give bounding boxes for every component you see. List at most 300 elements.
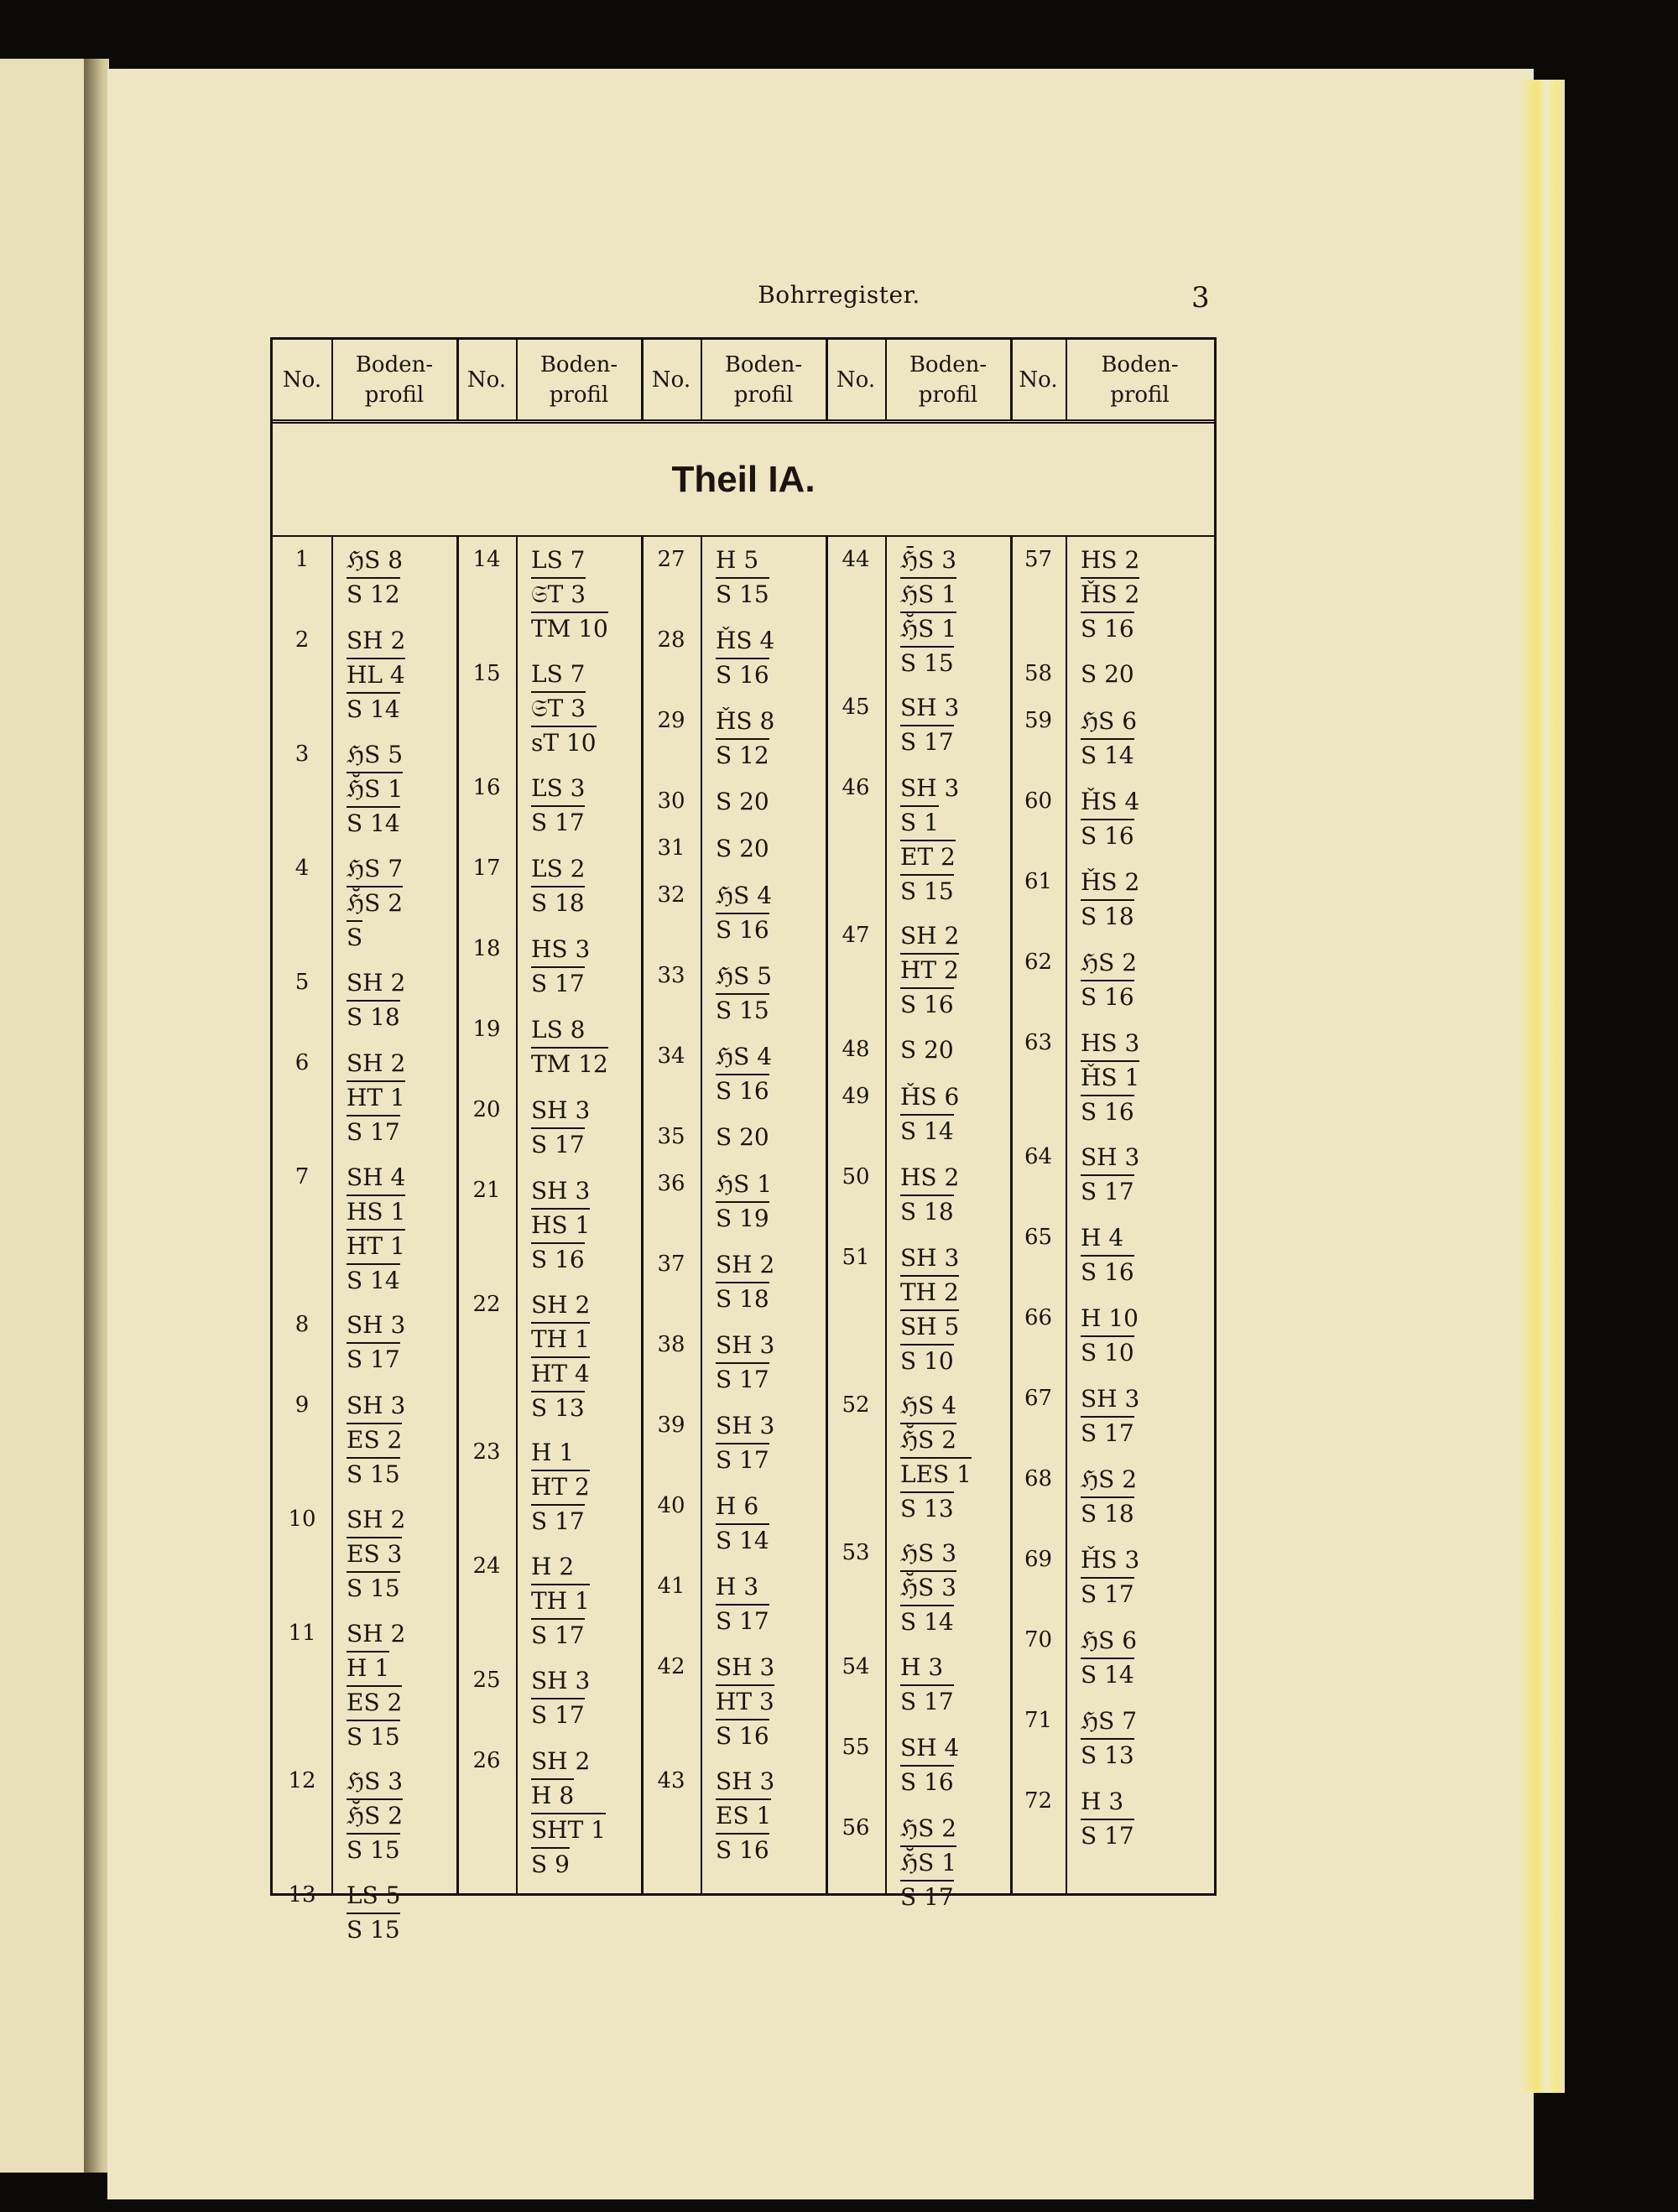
- soil-profile: [347, 738, 447, 841]
- profile-line: SH 2: [347, 1049, 406, 1077]
- soil-profile: [716, 1329, 816, 1397]
- soil-profile: [900, 1161, 1001, 1229]
- profile-line: S 17: [1081, 1174, 1134, 1208]
- profile-line: ȞS 2: [1081, 868, 1140, 896]
- entry-number: 19: [472, 1017, 501, 1042]
- entry-number: 71: [1024, 1708, 1053, 1733]
- entry-number: 9: [294, 1392, 310, 1418]
- profile-line: ȞS 1: [1081, 1060, 1139, 1094]
- profile-line: S 18: [347, 1000, 400, 1033]
- profile-line: ȞS 3: [1081, 1546, 1140, 1574]
- profile-line: ℌS 5: [347, 741, 404, 768]
- entry-number: 20: [472, 1097, 501, 1122]
- profile-line: S 10: [900, 1344, 954, 1377]
- profile-line: H 8: [531, 1778, 574, 1812]
- entry-number: 32: [657, 882, 685, 908]
- entry-number: 68: [1024, 1466, 1053, 1491]
- profile-line: S 16: [900, 1765, 954, 1798]
- soil-profile: [900, 544, 1001, 680]
- profile-line: TM 10: [531, 612, 608, 645]
- profile-line: ℌS 8: [347, 546, 404, 574]
- profile-line: S 17: [347, 1115, 400, 1148]
- group-divider: [641, 537, 644, 1894]
- profile-line: ℌS 1: [716, 1170, 773, 1198]
- profile-line: LS 7: [531, 660, 586, 688]
- soil-profile: [1081, 1302, 1204, 1370]
- profile-line: SH 4: [900, 1734, 960, 1762]
- profile-line: HT 4: [531, 1356, 590, 1390]
- profile-line: ȞS 8: [716, 707, 775, 735]
- entry-number: 35: [657, 1124, 685, 1149]
- profile-line: SH 2: [900, 922, 960, 950]
- header-group-divider: [456, 340, 459, 419]
- profile-line: S 13: [900, 1491, 954, 1525]
- profile-line: sT 10: [531, 726, 597, 759]
- entry-number: 37: [657, 1252, 685, 1277]
- soil-profile: [347, 852, 447, 955]
- entry-number: 50: [842, 1164, 870, 1189]
- profile-line: H 10: [1081, 1304, 1139, 1332]
- soil-profile: [531, 1436, 632, 1538]
- profile-line: H 3: [900, 1653, 944, 1681]
- profile-line: 𝔖T 3: [531, 577, 586, 611]
- profile-line: ℌS 3: [900, 1539, 957, 1567]
- entry-number: 51: [842, 1245, 870, 1270]
- profile-line: LS 5: [347, 1882, 401, 1909]
- profile-line: S 17: [531, 1504, 585, 1538]
- profile-line: LES 1: [900, 1457, 972, 1491]
- entry-number: 48: [842, 1037, 870, 1062]
- soil-profile: [531, 658, 632, 760]
- soil-profile: [716, 1765, 816, 1867]
- profile-line: S 16: [900, 987, 954, 1021]
- soil-profile: [900, 1812, 1001, 1914]
- entry-number: 7: [294, 1164, 310, 1189]
- profile-line: ĽS 3: [531, 774, 586, 802]
- profile-line: ES 2: [347, 1423, 402, 1456]
- header-group-divider: [1010, 340, 1013, 419]
- entry-number: 22: [472, 1292, 501, 1317]
- entry-number: 57: [1024, 547, 1053, 572]
- column-divider: [1066, 537, 1067, 1894]
- profile-line: S 16: [716, 1833, 769, 1866]
- entry-number: 31: [657, 835, 685, 861]
- profile-line: S 16: [716, 1719, 769, 1752]
- profile-line: S 16: [1081, 1095, 1134, 1128]
- page-number: 3: [1191, 281, 1210, 315]
- soil-profile: [531, 544, 632, 646]
- profile-line: S 1: [900, 805, 939, 839]
- soil-profile: [716, 1409, 816, 1477]
- entry-number: 13: [288, 1882, 316, 1908]
- soil-profile: [1081, 1705, 1204, 1772]
- profile-line: HT 1: [347, 1229, 405, 1262]
- profile-line: S 14: [347, 1263, 400, 1297]
- soil-profile: [1081, 658, 1204, 691]
- profile-line: S 17: [716, 1604, 769, 1637]
- entry-number: 30: [657, 789, 685, 814]
- profile-line: SH 3: [531, 1177, 591, 1205]
- profile-line: S 18: [1081, 899, 1134, 933]
- profile-line: S 16: [1081, 980, 1134, 1013]
- soil-profile: [531, 1174, 632, 1277]
- soil-profile: [716, 1490, 816, 1558]
- header-bodenprofil: Boden- profil: [539, 351, 618, 408]
- entry-number: 69: [1024, 1547, 1053, 1572]
- profile-line: TM 12: [531, 1047, 608, 1080]
- profile-line: ℌ̆S 2: [347, 1798, 403, 1832]
- entry-number: 36: [657, 1171, 685, 1196]
- entry-number: 52: [842, 1392, 870, 1418]
- profile-line: S 17: [716, 1443, 769, 1476]
- profile-line: HT 3: [716, 1684, 774, 1718]
- entry-number: 65: [1024, 1225, 1053, 1250]
- header-no: No.: [466, 367, 507, 393]
- profile-line: ℌ̆S 2: [900, 1423, 956, 1456]
- profile-line: S 20: [1081, 660, 1134, 688]
- header-no: No.: [651, 367, 691, 393]
- profile-line: S: [347, 920, 362, 954]
- soil-profile: [716, 1121, 816, 1154]
- profile-line: S 18: [900, 1194, 954, 1228]
- soil-profile: [531, 1745, 632, 1882]
- soil-profile: [716, 1040, 816, 1108]
- profile-line: S 17: [1081, 1577, 1134, 1611]
- soil-profile: [1081, 1624, 1204, 1692]
- soil-profile: [347, 544, 447, 612]
- profile-line: SH 2: [347, 969, 406, 997]
- profile-line: S 20: [716, 835, 769, 862]
- soil-profile: [900, 1241, 1001, 1378]
- entry-number: 5: [294, 970, 310, 995]
- soil-profile: [900, 691, 1001, 759]
- profile-line: SH 3: [1081, 1143, 1140, 1171]
- soil-profile: [716, 832, 816, 866]
- profile-line: S 14: [1081, 738, 1134, 772]
- entry-number: 15: [472, 661, 501, 686]
- entry-number: 59: [1024, 708, 1053, 733]
- profile-line: HS 2: [900, 1163, 960, 1191]
- profile-line: ES 3: [347, 1537, 402, 1570]
- soil-profile: [1081, 544, 1204, 646]
- profile-line: S 15: [900, 874, 954, 908]
- section-title: Theil IA.: [671, 458, 816, 500]
- profile-line: SH 2: [347, 1506, 406, 1533]
- header-group-divider: [641, 340, 644, 419]
- soil-profile: [716, 1651, 816, 1753]
- profile-line: SH 3: [347, 1311, 406, 1339]
- soil-profile: [347, 1617, 447, 1754]
- profile-line: SH 3: [900, 1244, 960, 1272]
- profile-line: ℌS 7: [347, 855, 404, 882]
- header-no: No.: [1019, 367, 1058, 393]
- profile-line: S 16: [716, 658, 769, 691]
- column-divider: [885, 537, 887, 1894]
- profile-line: S 17: [531, 805, 585, 839]
- profile-line: S 16: [716, 1074, 769, 1107]
- soil-profile: [531, 933, 632, 1001]
- profile-line: S 13: [1081, 1738, 1134, 1772]
- entry-number: 34: [657, 1044, 685, 1069]
- profile-line: HS 1: [347, 1194, 405, 1228]
- profile-line: S 18: [716, 1282, 769, 1315]
- entry-number: 64: [1024, 1144, 1053, 1169]
- profile-line: ES 1: [716, 1798, 771, 1832]
- profile-line: SH 3: [900, 774, 960, 802]
- profile-line: HS 2: [1081, 546, 1140, 574]
- soil-profile: [716, 624, 816, 692]
- profile-line: H 5: [716, 546, 759, 574]
- entry-number: 67: [1024, 1386, 1053, 1411]
- profile-line: ℌS 4: [900, 1392, 957, 1419]
- entry-number: 4: [294, 856, 310, 881]
- soil-profile: [531, 1288, 632, 1425]
- soil-profile: [1081, 1027, 1204, 1129]
- profile-line: LS 7: [531, 546, 586, 574]
- profile-line: H 2: [531, 1553, 575, 1580]
- entry-number: 47: [842, 923, 870, 948]
- entry-number: 26: [472, 1748, 501, 1773]
- profile-line: S 15: [347, 1571, 400, 1605]
- entry-number: 12: [288, 1768, 316, 1793]
- profile-line: ℌS 2: [1081, 949, 1138, 976]
- profile-line: TH 1: [531, 1584, 590, 1617]
- profile-line: HS 3: [531, 935, 591, 963]
- soil-profile: [1081, 705, 1204, 773]
- profile-line: SH 3: [900, 694, 960, 721]
- entry-number: 29: [657, 708, 685, 733]
- entry-number: 3: [294, 742, 310, 767]
- entry-number: 66: [1024, 1305, 1053, 1330]
- profile-line: 𝔖T 3: [531, 691, 586, 725]
- header-bodenprofil: Boden- profil: [355, 351, 434, 408]
- profile-line: S 14: [900, 1114, 954, 1148]
- entry-number: 42: [657, 1654, 685, 1679]
- profile-line: S 19: [716, 1201, 769, 1235]
- profile-line: H 1: [531, 1439, 575, 1466]
- table-body: [273, 537, 1214, 1944]
- soil-profile: [1081, 1221, 1204, 1289]
- soil-profile: [1081, 1785, 1204, 1853]
- entry-number: 23: [472, 1439, 501, 1465]
- header-bodenprofil: Boden- profil: [724, 351, 803, 408]
- section-row: [273, 424, 1214, 537]
- profile-line: S 16: [531, 1242, 585, 1276]
- book-gutter: [84, 59, 109, 2173]
- entry-number: 33: [657, 963, 685, 988]
- profile-line: S 18: [531, 886, 585, 919]
- profile-line: ℌS 2: [1081, 1465, 1138, 1493]
- entry-number: 70: [1024, 1627, 1053, 1652]
- header-bodenprofil: Boden- profil: [909, 351, 988, 408]
- profile-line: S 9: [531, 1847, 570, 1881]
- entry-number: 56: [842, 1815, 870, 1840]
- soil-profile: [1081, 866, 1204, 934]
- profile-line: S 15: [347, 1833, 400, 1866]
- entry-number: 28: [657, 627, 685, 653]
- entry-number: 24: [472, 1554, 501, 1579]
- profile-line: ℌS 7: [1081, 1707, 1138, 1735]
- soil-profile: [531, 1664, 632, 1732]
- soil-profile: [531, 1550, 632, 1652]
- profile-line: SH 2: [531, 1747, 591, 1775]
- profile-line: S 16: [1081, 819, 1134, 852]
- profile-line: S 16: [1081, 1255, 1134, 1288]
- profile-line: SH 3: [716, 1412, 775, 1439]
- profile-line: TH 2: [900, 1275, 959, 1309]
- profile-line: H 3: [716, 1573, 759, 1600]
- soil-profile: [1081, 1543, 1204, 1611]
- soil-profile: [900, 1537, 1001, 1639]
- profile-line: S 14: [347, 806, 400, 840]
- profile-line: S 20: [716, 788, 769, 815]
- soil-profile: [1081, 1382, 1204, 1450]
- profile-line: SH 3: [716, 1767, 775, 1795]
- header-divider: [885, 340, 887, 419]
- profile-line: SH 3: [347, 1392, 406, 1419]
- soil-profile: [900, 919, 1001, 1022]
- entry-number: 17: [472, 856, 501, 881]
- profile-line: TH 1: [531, 1322, 590, 1356]
- soil-profile: [900, 1080, 1001, 1148]
- profile-line: S 15: [347, 1457, 400, 1491]
- soil-profile: [347, 624, 447, 726]
- soil-profile: [1081, 1141, 1204, 1209]
- profile-line: SH 3: [531, 1667, 591, 1694]
- entry-number: 6: [294, 1050, 310, 1075]
- entry-number: 8: [294, 1312, 310, 1337]
- soil-profile: [716, 1168, 816, 1236]
- header-divider: [516, 340, 518, 419]
- profile-line: S 14: [1081, 1658, 1134, 1691]
- profile-line: ℌ̆S 3: [900, 1570, 956, 1604]
- soil-profile: [1081, 946, 1204, 1014]
- entry-number: 1: [294, 547, 310, 572]
- entry-number: 11: [288, 1621, 316, 1646]
- entry-number: 21: [472, 1178, 501, 1203]
- soil-profile: [1081, 785, 1204, 853]
- left-page-edge: [0, 59, 84, 2173]
- entry-number: 14: [472, 547, 501, 572]
- profile-line: S 14: [347, 692, 400, 726]
- group-divider: [1010, 537, 1013, 1894]
- soil-profile: [900, 1731, 1001, 1799]
- column-divider: [516, 537, 518, 1894]
- soil-profile: [531, 1094, 632, 1162]
- profile-line: SH 4: [347, 1163, 406, 1191]
- profile-line: SHT 1: [531, 1813, 606, 1846]
- profile-line: ℌ̆S 2: [347, 886, 403, 919]
- profile-line: ℌ̆S 1: [900, 612, 956, 645]
- profile-line: ℌ̆S 1: [347, 772, 403, 805]
- profile-line: S 13: [531, 1391, 585, 1424]
- profile-line: HS 1: [531, 1208, 590, 1241]
- soil-profile: [716, 1570, 816, 1638]
- header-divider: [1066, 340, 1067, 419]
- soil-profile: [900, 1651, 1001, 1719]
- soil-profile: [716, 544, 816, 612]
- profile-line: ℌ̄S 3: [900, 546, 957, 574]
- soil-profile: [716, 879, 816, 947]
- profile-line: S 20: [900, 1036, 954, 1064]
- profile-line: S 15: [716, 577, 769, 611]
- profile-line: SH 2: [531, 1291, 591, 1319]
- entry-number: 53: [842, 1540, 870, 1565]
- entry-number: 10: [288, 1507, 316, 1532]
- profile-line: S 18: [1081, 1496, 1134, 1530]
- profile-line: SH 2: [716, 1251, 775, 1278]
- header-divider: [701, 340, 702, 419]
- soil-profile: [347, 1765, 447, 1867]
- entry-number: 16: [472, 775, 501, 800]
- profile-line: HT 1: [347, 1080, 405, 1114]
- header-divider: [331, 340, 333, 419]
- entry-number: 54: [842, 1654, 870, 1679]
- soil-profile: [900, 772, 1001, 908]
- profile-line: H 1: [347, 1651, 389, 1684]
- profile-line: H 4: [1081, 1224, 1124, 1252]
- profile-line: HL 4: [347, 658, 405, 691]
- profile-line: ℌS 2: [900, 1814, 957, 1842]
- profile-line: HT 2: [531, 1470, 590, 1503]
- profile-line: SH 2: [347, 627, 406, 654]
- register-table: [270, 337, 1217, 1944]
- profile-line: LS 8: [531, 1016, 586, 1044]
- profile-line: S 17: [1081, 1819, 1134, 1852]
- profile-line: SH 2: [347, 1620, 406, 1647]
- soil-profile: [347, 966, 447, 1034]
- profile-line: S 15: [347, 1720, 400, 1753]
- entry-number: 18: [472, 936, 501, 961]
- profile-line: HT 2: [900, 953, 959, 986]
- profile-line: S 17: [716, 1362, 769, 1396]
- profile-line: ℌ̆S 1: [900, 1845, 956, 1879]
- entry-number: 63: [1024, 1030, 1053, 1055]
- profile-line: S 15: [716, 993, 769, 1027]
- soil-profile: [716, 785, 816, 819]
- profile-line: S 10: [1081, 1335, 1134, 1369]
- profile-line: HS 3: [1081, 1029, 1140, 1057]
- profile-line: S 17: [900, 1684, 954, 1718]
- soil-profile: [900, 1389, 1001, 1526]
- soil-profile: [531, 852, 632, 920]
- profile-line: S 17: [531, 966, 585, 1000]
- profile-line: S 12: [716, 738, 769, 772]
- entry-number: 44: [842, 547, 870, 572]
- entry-number: 43: [657, 1768, 685, 1793]
- entry-number: 27: [657, 547, 685, 572]
- soil-profile: [1081, 1463, 1204, 1531]
- profile-line: S 17: [531, 1127, 585, 1161]
- profile-line: SH 3: [716, 1331, 775, 1359]
- profile-line: ȞS 6: [900, 1083, 960, 1111]
- profile-line: S 17: [900, 725, 954, 758]
- soil-profile: [347, 1309, 447, 1377]
- profile-line: ȞS 2: [1081, 577, 1139, 611]
- entry-number: 55: [842, 1735, 870, 1760]
- entry-number: 38: [657, 1332, 685, 1357]
- profile-line: SH 3: [716, 1653, 775, 1681]
- profile-line: ℌS 1: [900, 577, 956, 611]
- entry-number: 46: [842, 775, 870, 800]
- profile-line: S 14: [716, 1523, 769, 1557]
- profile-line: ℌS 6: [1081, 707, 1138, 735]
- soil-profile: [716, 1248, 816, 1316]
- soil-profile: [531, 1013, 632, 1081]
- profile-line: ℌS 4: [716, 1043, 773, 1070]
- profile-line: H 6: [716, 1492, 759, 1520]
- column-divider: [701, 537, 702, 1894]
